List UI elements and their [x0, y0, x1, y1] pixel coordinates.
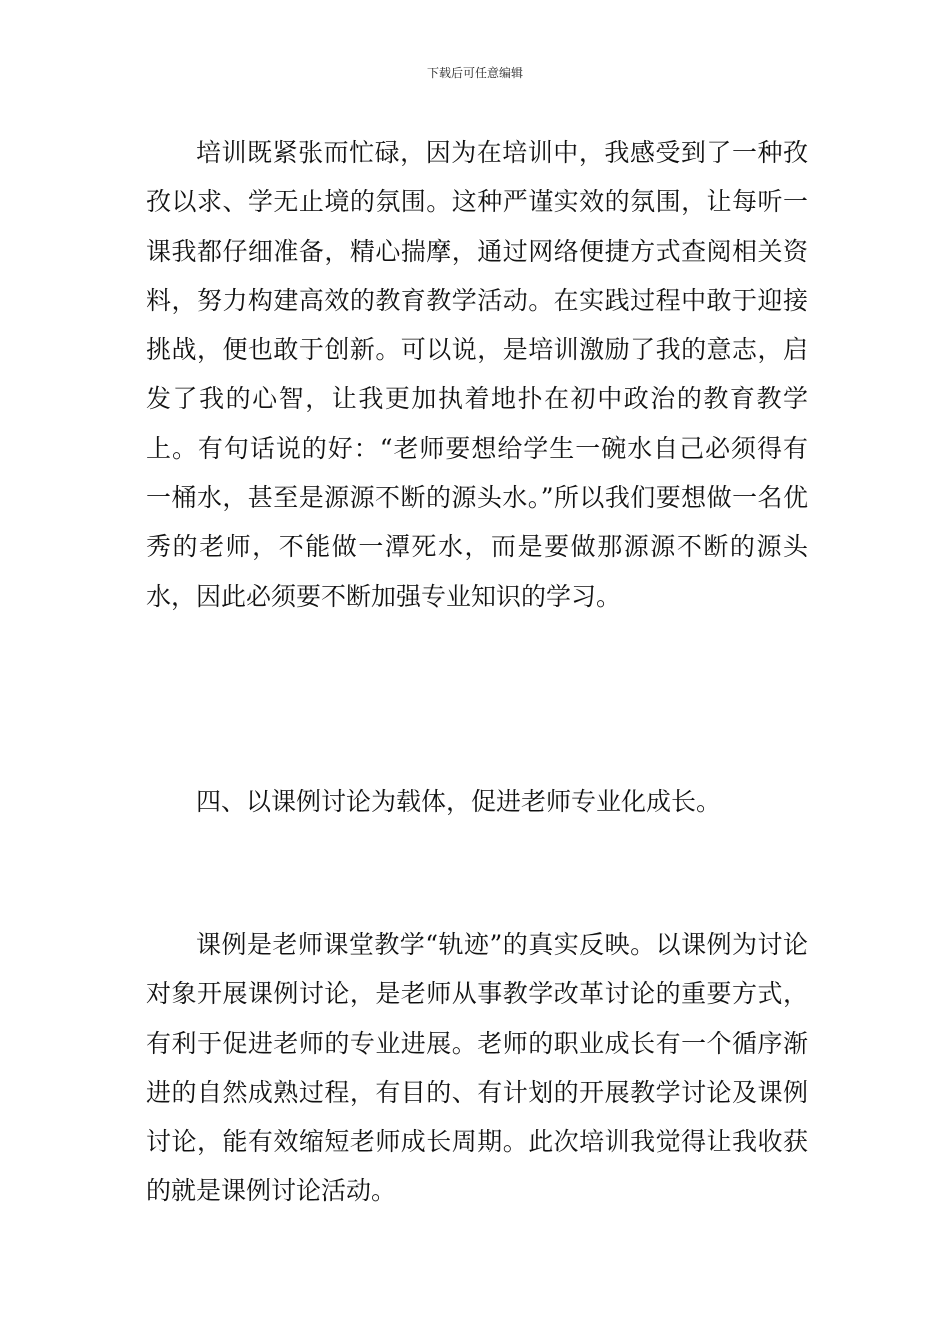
body-paragraph: 培训既紧张而忙碌，因为在培训中，我感受到了一种孜孜以求、学无止境的氛围。这种严谨实效的氛围，让每听一课我都仔细准备，精心揣摩，通过网络便捷方式查阅相关资料，努力构建高效的教育教学活动。在实践过程中敢于迎接挑战，便也敢于创新。可以说，是培训激励了我的意志，启发了我的心智，让我更加执着地扑在初中政治的教育教学上。有句话说的好：“老师要想给学生一碗水自己必须得有一桶水，甚至是源源不断的源头水。”所以我们要想做一名优秀的老师，不能做一潭死水，而是要做那源源不断的源头水，因此必须要不断加强专业知识的学习。 [146, 138, 808, 611]
body-paragraph: 课例是老师课堂教学“轨迹”的真实反映。以课例为讨论对象开展课例讨论，是老师从事教学改革讨论的重要方式，有利于促进老师的专业进展。老师的职业成长有一个循序渐进的自然成熟过程，有目的、有计划的开展教学讨论及课例讨论，能有效缩短老师成长周期。此次培训我觉得让我收获的就是课例讨论活动。 [146, 930, 808, 1206]
page-header: 下载后可任意编辑 [426, 66, 523, 80]
section-heading: 四、以课例讨论为载体，促进老师专业化成长。 [196, 787, 722, 816]
